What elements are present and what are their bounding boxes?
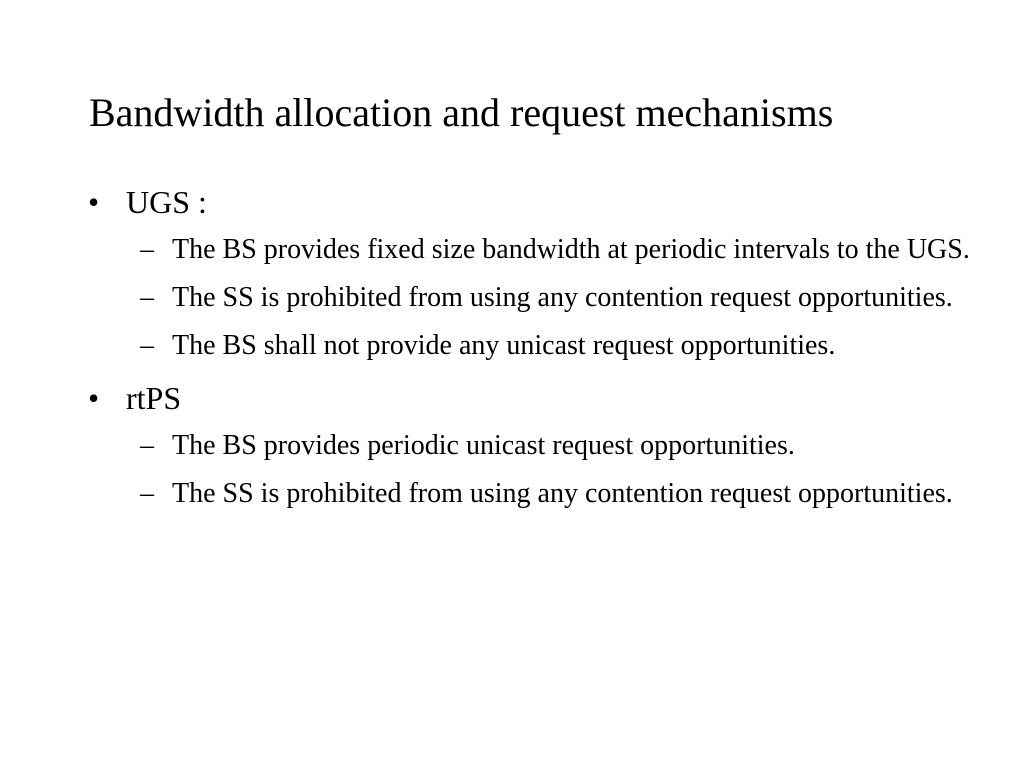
sub-item-text: The BS provides fixed size bandwidth at periodic intervals to the UGS. [172,234,970,265]
slide-body [88,180,988,524]
sub-item [88,326,992,366]
bullet-label: rtPS [126,380,182,416]
bullet-rtps [88,376,988,420]
bullet-marker: • [88,380,100,416]
bullet-ugs [88,180,988,224]
dash-marker: – [140,234,154,265]
bullet-marker: • [88,184,100,220]
sub-item [88,426,992,466]
rtps-sublist [88,426,988,514]
dash-marker: – [140,430,154,461]
sub-item-text: The SS is prohibited from using any contention request opportunities. [172,478,953,509]
sub-item [88,230,992,270]
sub-item-text: The SS is prohibited from using any contention request opportunities. [172,282,953,313]
sub-item [88,278,992,318]
sub-item [88,474,992,514]
slide-title: Bandwidth allocation and request mechanisms [89,90,834,135]
dash-marker: – [140,282,154,313]
dash-marker: – [140,478,154,509]
sub-item-text: The BS provides periodic unicast request opportunities. [172,430,795,461]
ugs-sublist [88,230,988,366]
dash-marker: – [140,330,154,361]
bullet-label: UGS : [126,184,207,220]
sub-item-text: The BS shall not provide any unicast request opportunities. [172,330,836,361]
